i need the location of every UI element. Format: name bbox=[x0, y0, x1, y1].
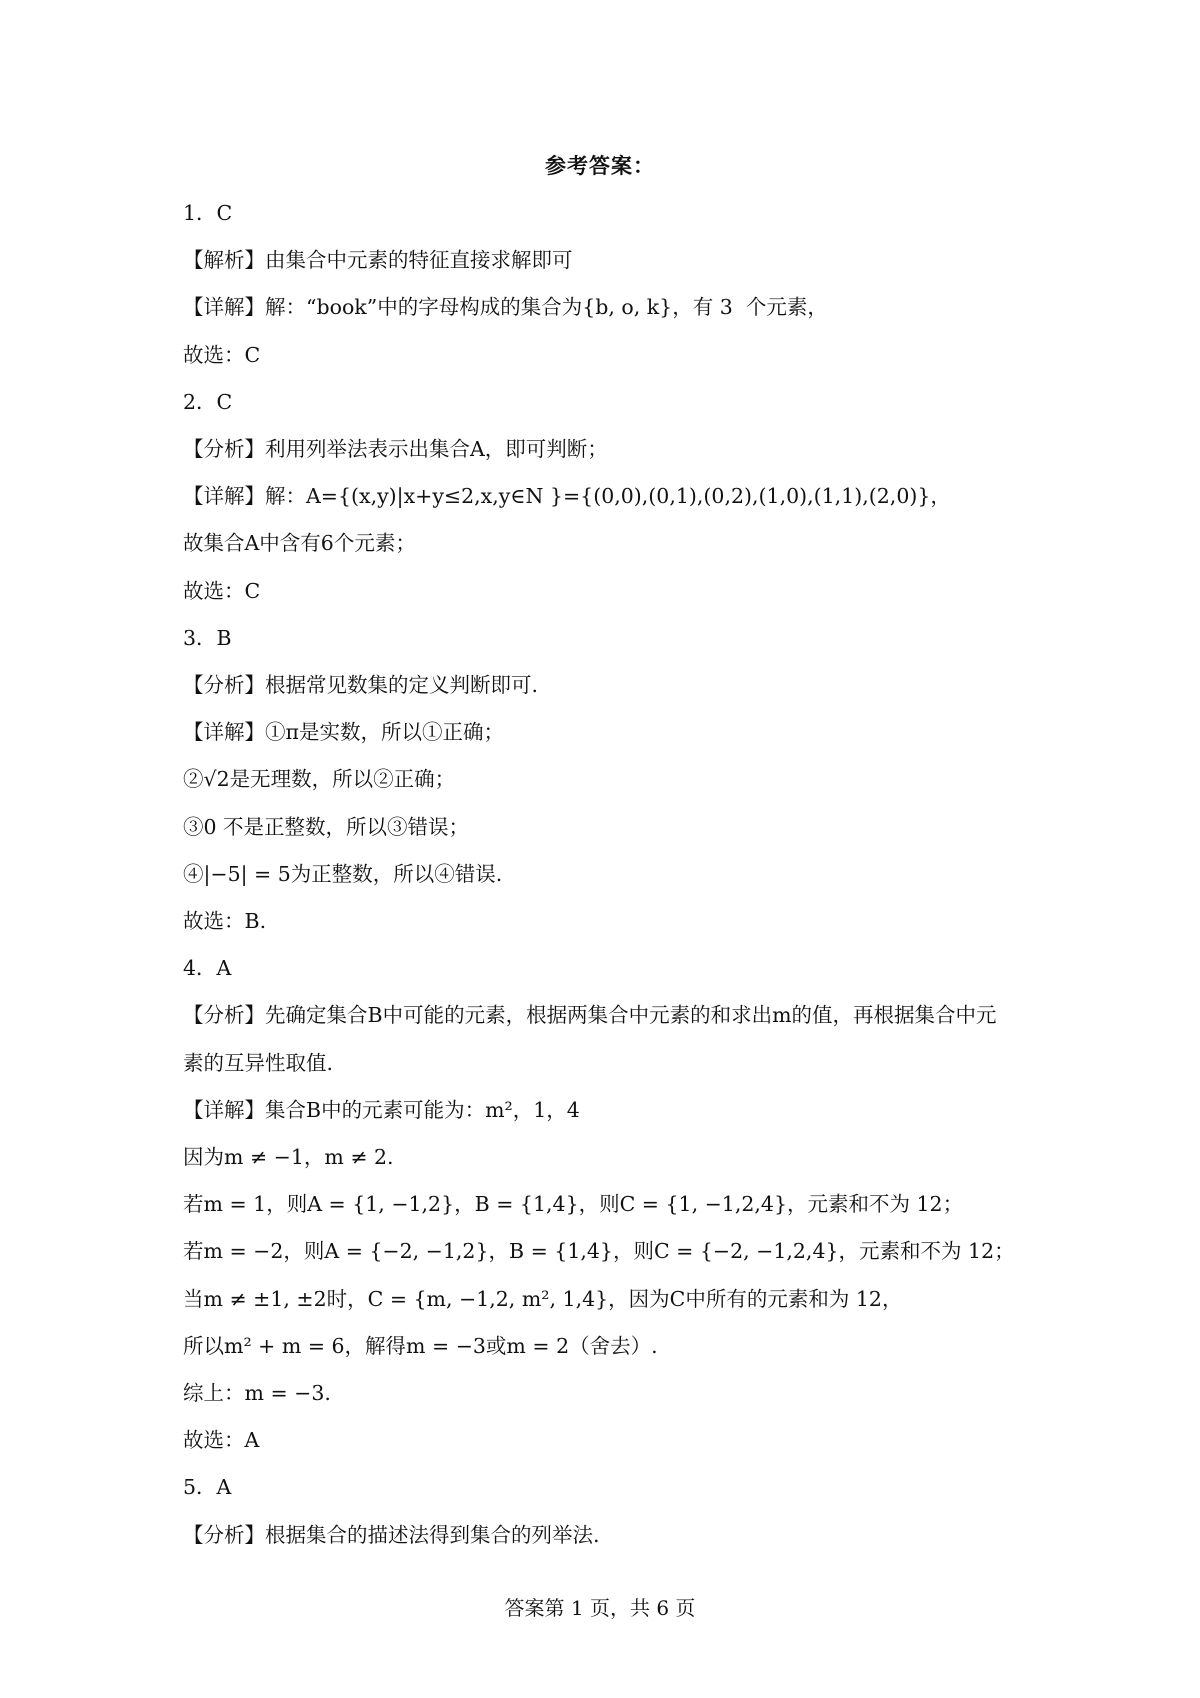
answer-line: 【分析】根据常见数集的定义判断即可. bbox=[183, 673, 539, 698]
page-title: 参考答案： bbox=[545, 154, 655, 178]
answer-line: 【分析】利用列举法表示出集合A，即可判断； bbox=[183, 437, 608, 462]
answer-line: 【详解】集合B中的元素可能为：m²，1，4 bbox=[183, 1097, 580, 1122]
answer-line: 所以m² + m = 6，解得m = −3或m = 2（舍去）. bbox=[183, 1333, 658, 1358]
answer-line: 【分析】根据集合的描述法得到集合的列举法. bbox=[183, 1522, 600, 1547]
answer-line: 素的互异性取值. bbox=[183, 1050, 334, 1075]
answer-line: ③0 不是正整数，所以③错误； bbox=[183, 814, 470, 839]
answer-content bbox=[183, 190, 1043, 1559]
page-footer: 答案第 1 页，共 6 页 bbox=[504, 1596, 696, 1620]
answer-line: 因为m ≠ −1，m ≠ 2. bbox=[183, 1145, 394, 1170]
answer-line: 故选：C bbox=[183, 342, 261, 367]
answer-line: 5．A bbox=[183, 1475, 232, 1500]
answer-line: 【详解】解：“book”中的字母构成的集合为{b, o, k}，有 3 个元素， bbox=[183, 295, 828, 320]
answer-line: ②√2是无理数，所以②正确； bbox=[183, 767, 456, 792]
answer-line: 故选：C bbox=[183, 578, 261, 603]
answer-line: 若m = −2，则A = {−2, −1,2}，B = {1,4}，则C = {−2, −1,2,4}，元素和不为 12； bbox=[183, 1239, 1015, 1264]
answer-line: 【详解】①π是实数，所以①正确； bbox=[183, 720, 504, 745]
answer-line: 故选：B. bbox=[183, 909, 267, 934]
answer-line: 综上：m = −3. bbox=[183, 1381, 331, 1406]
answer-line: 故集合A中含有6个元素； bbox=[183, 531, 416, 556]
answer-line: 【详解】解：A={(x,y)|x+y≤2,x,y∈N }={(0,0),(0,1),(0,2),(1,0),(1,1),(2,0)}， bbox=[183, 484, 951, 509]
answer-line: 2．C bbox=[183, 389, 233, 414]
answer-line: 若m = 1，则A = {1, −1,2}，B = {1,4}，则C = {1, −1,2,4}，元素和不为 12； bbox=[183, 1192, 964, 1217]
answer-line: ④|−5| = 5为正整数，所以④错误. bbox=[183, 861, 503, 886]
answer-line: 【分析】先确定集合B中可能的元素，根据两集合中元素的和求出m的值，再根据集合中元 bbox=[183, 1003, 997, 1028]
answer-line: 3．B bbox=[183, 625, 232, 650]
answer-line: 当m ≠ ±1, ±2时，C = {m, −1,2, m², 1,4}，因为C中所有的元素和为 12， bbox=[183, 1286, 903, 1311]
answer-line: 4．A bbox=[183, 956, 232, 981]
answer-line: 故选：A bbox=[183, 1428, 260, 1453]
answer-line: 【解析】由集合中元素的特征直接求解即可 bbox=[183, 248, 573, 273]
answer-line: 1．C bbox=[183, 201, 233, 225]
